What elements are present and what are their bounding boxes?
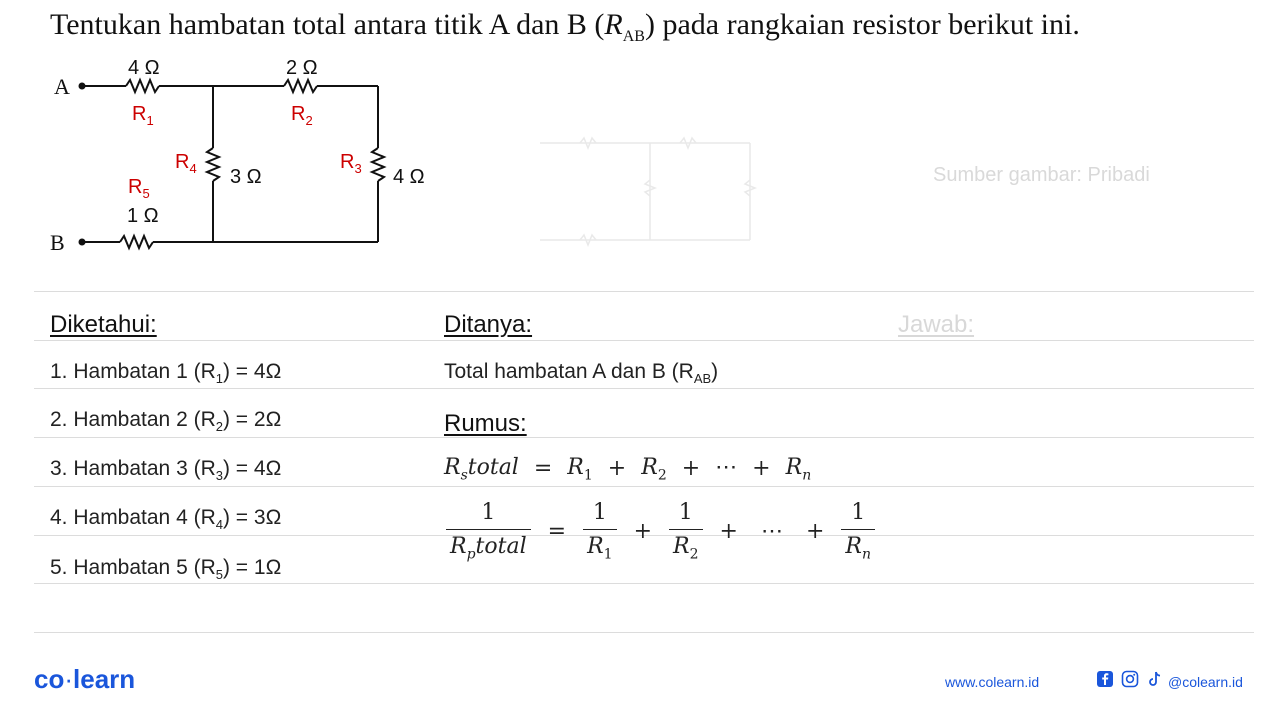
tiktok-icon[interactable] bbox=[1146, 670, 1164, 688]
resistor-r1 bbox=[126, 80, 159, 92]
r2-value: 2 Ω bbox=[286, 57, 318, 79]
r1-value: 4 Ω bbox=[128, 57, 160, 79]
instagram-icon[interactable] bbox=[1121, 670, 1139, 688]
resistor-r3 bbox=[372, 148, 384, 181]
terminal-a bbox=[79, 83, 86, 90]
node-b-label: B bbox=[50, 230, 65, 255]
title-symbol: R bbox=[604, 8, 623, 41]
website-link[interactable]: www.colearn.id bbox=[945, 674, 1040, 690]
known-item: 2. Hambatan 2 $(R_2) = 2\Omega$ bbox=[50, 408, 282, 435]
r1-label: $R_1$ bbox=[132, 103, 154, 128]
known-item: 4. Hambatan 4 $(R_4) = 3\Omega$ bbox=[50, 506, 282, 533]
social-handle[interactable]: @colearn.id bbox=[1168, 674, 1243, 690]
known-item: 1. Hambatan 1 $(R_1) = 4\Omega$ bbox=[50, 360, 282, 387]
r5-label: $R_5$ bbox=[128, 176, 150, 201]
facebook-icon[interactable] bbox=[1096, 670, 1114, 688]
title-after: ) pada rangkaian resistor berikut ini. bbox=[644, 8, 1080, 41]
fraction: $\frac{1}{R_1}$ bbox=[583, 500, 617, 562]
divider bbox=[34, 291, 1254, 292]
fraction: $\frac{1}{R_ptotal}$ bbox=[446, 500, 531, 562]
divider bbox=[34, 632, 1254, 633]
divider bbox=[34, 437, 1254, 438]
parallel-formula: $\frac{1}{R_ptotal}$ = $\frac{1}{R_1}$ + $\frac{1}{R_2}$ + ⋯ + $\frac{1}{R_n}$ bbox=[444, 500, 877, 562]
resistor-r2 bbox=[284, 80, 317, 92]
r5-value: 1 Ω bbox=[127, 205, 159, 227]
node-a-label: A bbox=[54, 74, 70, 99]
circuit-diagram bbox=[0, 0, 470, 270]
title-subscript: AB bbox=[622, 28, 645, 45]
r2-label: $R_2$ bbox=[291, 103, 313, 128]
formula-heading: Rumus: bbox=[444, 410, 527, 437]
resistor-r5 bbox=[120, 236, 153, 248]
divider bbox=[34, 486, 1254, 487]
fraction: $\frac{1}{R_2}$ bbox=[669, 500, 703, 562]
known-item: 5. Hambatan 5 $(R_5) = 1\Omega$ bbox=[50, 556, 282, 583]
r3-value: 4 Ω bbox=[393, 166, 425, 188]
fraction: $\frac{1}{R_n}$ bbox=[841, 500, 875, 562]
asked-text: Total hambatan A dan B $(R_{AB})$ bbox=[444, 360, 719, 387]
r3-label: $R_3$ bbox=[340, 151, 362, 176]
title-before: Tentukan hambatan total antara titik A dan B ( bbox=[50, 8, 605, 41]
colearn-logo[interactable]: co·learn bbox=[34, 664, 136, 694]
divider bbox=[34, 340, 1254, 341]
answer-heading: Jawab: bbox=[898, 311, 975, 338]
divider bbox=[34, 583, 1254, 584]
r4-value: 3 Ω bbox=[230, 166, 262, 188]
faded-circuit-sketch bbox=[520, 95, 880, 275]
series-formula: $R_stotal = R_1 + R_2$ + ⋯ + $R_n$ bbox=[444, 455, 812, 484]
resistor-r4 bbox=[207, 148, 219, 181]
known-heading: Diketahui: bbox=[50, 311, 157, 338]
known-item: 3. Hambatan 3 $(R_3) = 4\Omega$ bbox=[50, 457, 282, 484]
terminal-b bbox=[79, 239, 86, 246]
r4-label: $R_4$ bbox=[175, 151, 197, 176]
image-source-note: Sumber gambar: Pribadi bbox=[933, 164, 1150, 186]
divider bbox=[34, 388, 1254, 389]
asked-heading: Ditanya: bbox=[444, 311, 533, 338]
